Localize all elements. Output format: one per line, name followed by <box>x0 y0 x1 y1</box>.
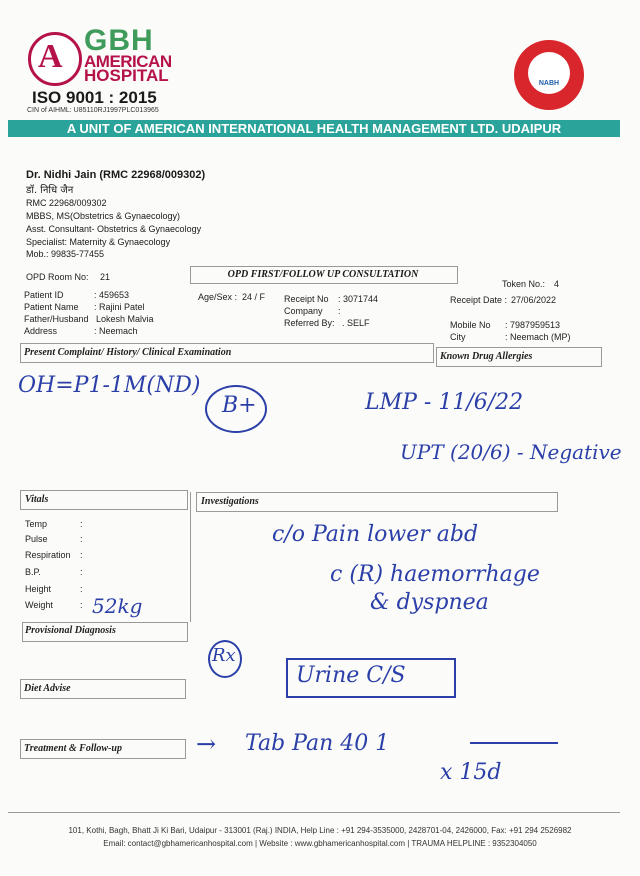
patient-name-label: Patient Name <box>24 302 79 312</box>
doctor-name: Dr. Nidhi Jain (RMC 22968/009302) <box>26 169 206 181</box>
referred-value: . SELF <box>342 318 370 328</box>
logo-letter: A <box>38 38 63 75</box>
doctor-degree: MBBS, MS(Obstetrics & Gynaecology) <box>26 211 181 221</box>
token-value: 4 <box>554 279 560 289</box>
iso-certification: ISO 9001 : 2015 <box>32 88 157 107</box>
provisional-header: Provisional Diagnosis <box>25 625 116 636</box>
handwritten-blood-group: B+ <box>222 393 257 418</box>
father-value: Lokesh Malvia <box>96 314 154 324</box>
cin-number: CIN of AIHML: U85110RJ1997PLC013965 <box>27 107 159 114</box>
mobile-value: : 7987959513 <box>505 320 561 330</box>
handwritten-complaint-2: c (R) haemorrhage <box>330 562 540 587</box>
handwritten-weight: 52kg <box>92 594 143 618</box>
patient-name-value: : Rajini Patel <box>94 302 145 312</box>
receipt-no-value: : 3071744 <box>338 294 379 304</box>
diet-header: Diet Advise <box>24 683 71 694</box>
father-label: Father/Husband <box>24 314 89 324</box>
doctor-mobile: Mob.: 99835-77455 <box>26 249 105 259</box>
vital-bp-label: B.P. <box>25 567 41 577</box>
handwritten-complaint-1: c/o Pain lower abd <box>272 522 479 547</box>
agesex-label: Age/Sex : <box>198 292 238 302</box>
patient-id-label: Patient ID <box>24 290 64 300</box>
doctor-speciality: Specialist: Maternity & Gynaecology <box>26 237 171 247</box>
receipt-date-label: Receipt Date : <box>450 295 508 305</box>
unit-banner: A UNIT OF AMERICAN INTERNATIONAL HEALTH MANAGEMENT LTD. UDAIPUR <box>8 120 620 137</box>
doctor-rmc: RMC 22968/009302 <box>26 198 107 208</box>
vital-bp-sep: : <box>80 567 83 577</box>
handwritten-urine: Urine C/S <box>296 663 406 688</box>
receipt-date-value: 27/06/2022 <box>511 295 557 305</box>
vital-temp-sep: : <box>80 519 83 529</box>
arrow-glyph: → <box>196 730 217 758</box>
handwritten-rx: Rx <box>212 645 236 666</box>
vital-height-label: Height <box>25 584 52 594</box>
vitals-divider <box>190 492 191 622</box>
vital-respiration-label: Respiration <box>25 550 71 560</box>
vital-temp-label: Temp <box>25 519 48 529</box>
opd-room-label: OPD Room No: <box>26 272 89 282</box>
footer-address: 101, Kothi, Bagh, Bhatt Ji Ki Bari, Udaipur - 313001 (Raj.) INDIA, Help Line : +91 294-3535000, 2428701-04, 2426000, Fax: +91 294 2526982 <box>68 826 572 835</box>
footer-divider <box>8 812 620 813</box>
complaint-header: Present Complaint/ History/ Clinical Examination <box>24 347 232 358</box>
mobile-label: Mobile No <box>450 320 491 330</box>
consultation-title: OPD FIRST/FOLLOW UP CONSULTATION <box>227 269 419 280</box>
handwritten-upt: UPT (20/6) - Negative <box>400 440 622 464</box>
vital-weight-label: Weight <box>25 600 53 610</box>
investigations-header: Investigations <box>201 496 259 507</box>
nabh-seal-inner <box>528 52 570 94</box>
vital-pulse-sep: : <box>80 534 83 544</box>
address-label: Address <box>24 326 58 336</box>
tab-underline <box>470 742 558 744</box>
city-value: : Neemach (MP) <box>505 332 571 342</box>
patient-id-value: : 459653 <box>94 290 130 300</box>
handwritten-complaint-3: & dyspnea <box>370 590 489 615</box>
treatment-header: Treatment & Follow-up <box>24 743 122 754</box>
doctor-name-hindi: डॉ. निधि जैन <box>26 185 74 196</box>
company-value: : <box>338 306 341 316</box>
brand-line-american: AMERICAN <box>84 52 172 71</box>
footer-contact: Email: contact@gbhamericanhospital.com | Website : www.gbhamericanhospital.com | TRAUMA HELPLINE : 9352304050 <box>103 839 537 848</box>
address-value: : Neemach <box>94 326 138 336</box>
opd-room-value: 21 <box>100 272 111 282</box>
receipt-no-label: Receipt No <box>284 294 329 304</box>
vitals-header: Vitals <box>25 494 49 505</box>
vital-respiration-sep: : <box>80 550 83 560</box>
handwritten-obstetric-history: OH=P1-1M(ND) <box>18 373 201 398</box>
referred-label: Referred By: <box>284 318 335 328</box>
company-label: Company <box>284 306 323 316</box>
nabh-label: NABH <box>538 80 560 87</box>
allergies-header: Known Drug Allergies <box>440 351 533 362</box>
vital-weight-sep: : <box>80 600 83 610</box>
vital-height-sep: : <box>80 584 83 594</box>
token-label: Token No.: <box>502 279 546 289</box>
brand-short: GBH <box>84 24 154 57</box>
handwritten-lmp: LMP - 11/6/22 <box>365 390 524 415</box>
agesex-value: 24 / F <box>242 292 266 302</box>
brand-line-hospital: HOSPITAL <box>84 66 169 85</box>
city-label: City <box>450 332 466 342</box>
handwritten-days: x 15d <box>440 760 502 785</box>
doctor-role: Asst. Consultant- Obstetrics & Gynaecology <box>26 224 202 234</box>
vital-pulse-label: Pulse <box>25 534 48 544</box>
handwritten-tab: Tab Pan 40 1 <box>245 731 390 756</box>
